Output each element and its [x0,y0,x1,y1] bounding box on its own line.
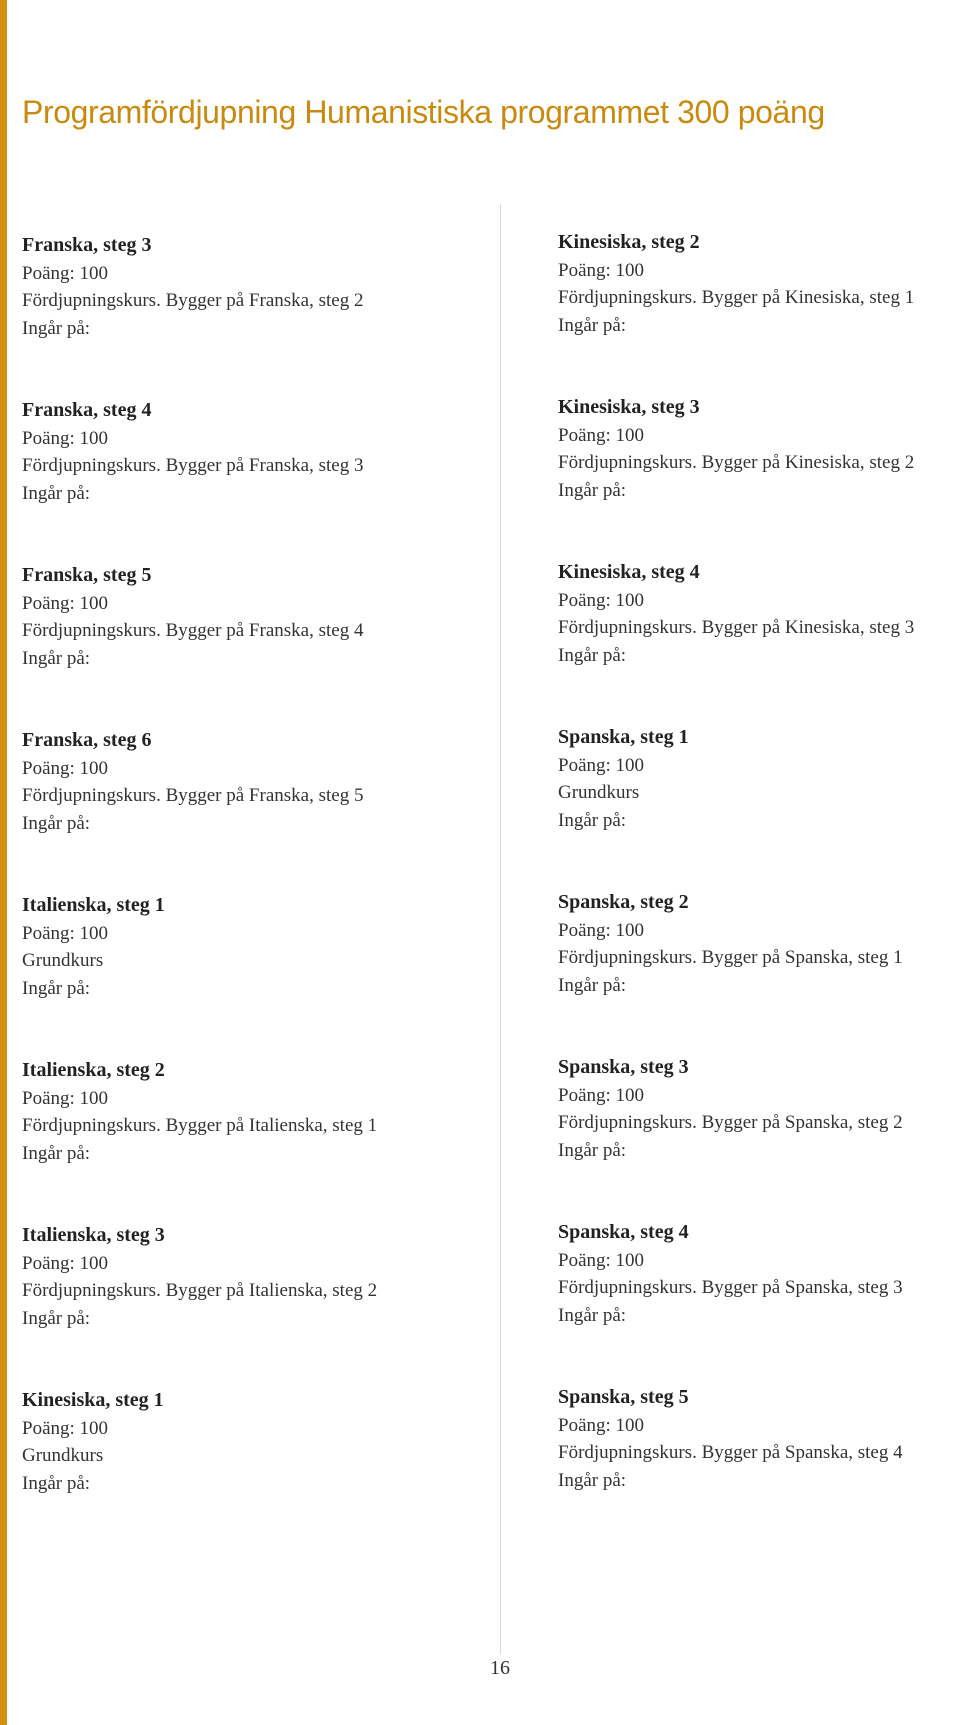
course-entry [22,727,492,892]
course-name: Franska, steg 6 [22,729,152,751]
course-entry [558,1384,958,1549]
page-title: Programfördjupning Humanistiska programmet 300 poäng [22,94,825,130]
course-description: Fördjupningskurs. Bygger på Franska, steg 4 [22,620,364,641]
course-entry [558,724,958,889]
course-included-in: Ingår på: [22,977,91,999]
course-included-in: Ingår på: [558,479,627,501]
course-description: Fördjupningskurs. Bygger på Franska, steg 3 [22,455,364,476]
course-entry [558,394,958,559]
course-name: Franska, steg 3 [22,234,152,256]
course-included-in: Ingår på: [22,1142,91,1164]
course-points: Poäng: 100 [22,592,109,614]
course-description: Grundkurs [22,950,104,971]
course-points: Poäng: 100 [22,757,109,779]
course-entry [22,232,492,397]
course-entry [22,1387,492,1552]
course-points: Poäng: 100 [558,589,645,611]
page-number: 16 [490,1657,510,1679]
course-points: Poäng: 100 [558,259,645,281]
course-points: Poäng: 100 [558,754,645,776]
course-points: Poäng: 100 [558,424,645,446]
course-entry [558,889,958,1054]
course-description: Fördjupningskurs. Bygger på Franska, steg 5 [22,785,364,806]
course-points: Poäng: 100 [22,922,109,944]
course-entry [22,892,492,1057]
course-name: Franska, steg 5 [22,564,152,586]
course-entry [22,397,492,562]
course-name: Kinesiska, steg 3 [558,396,700,418]
course-description: Fördjupningskurs. Bygger på Spanska, steg 2 [558,1112,903,1133]
course-included-in: Ingår på: [558,314,627,336]
course-description: Fördjupningskurs. Bygger på Spanska, steg 1 [558,947,903,968]
course-name: Spanska, steg 3 [558,1056,689,1078]
course-entry [558,229,958,394]
course-entry [22,1222,492,1387]
course-name: Spanska, steg 2 [558,891,689,913]
course-included-in: Ingår på: [558,1469,627,1491]
course-included-in: Ingår på: [22,812,91,834]
column-divider [500,204,501,1654]
course-entry [22,562,492,727]
course-included-in: Ingår på: [558,644,627,666]
course-description: Fördjupningskurs. Bygger på Kinesiska, steg 3 [558,617,915,638]
course-included-in: Ingår på: [558,1304,627,1326]
course-description: Fördjupningskurs. Bygger på Spanska, steg 4 [558,1442,903,1463]
course-included-in: Ingår på: [22,482,91,504]
course-description: Fördjupningskurs. Bygger på Kinesiska, steg 1 [558,287,915,308]
course-included-in: Ingår på: [22,317,91,339]
course-entry [558,1054,958,1219]
course-points: Poäng: 100 [22,1417,109,1439]
course-included-in: Ingår på: [22,647,91,669]
course-entry [558,559,958,724]
course-name: Italienska, steg 2 [22,1059,165,1081]
course-points: Poäng: 100 [558,1084,645,1106]
course-points: Poäng: 100 [558,919,645,941]
course-points: Poäng: 100 [558,1414,645,1436]
course-name: Franska, steg 4 [22,399,152,421]
course-points: Poäng: 100 [558,1249,645,1271]
left-course-column [22,232,492,1552]
course-included-in: Ingår på: [558,1139,627,1161]
course-description: Fördjupningskurs. Bygger på Spanska, steg 3 [558,1277,903,1298]
course-description: Fördjupningskurs. Bygger på Franska, steg 2 [22,290,364,311]
accent-bar [0,0,7,1725]
course-name: Kinesiska, steg 4 [558,561,700,583]
course-name: Italienska, steg 1 [22,894,165,916]
course-description: Grundkurs [22,1445,104,1466]
course-name: Spanska, steg 1 [558,726,689,748]
course-description: Fördjupningskurs. Bygger på Kinesiska, steg 2 [558,452,915,473]
course-included-in: Ingår på: [22,1472,91,1494]
course-points: Poäng: 100 [22,427,109,449]
course-description: Grundkurs [558,782,640,803]
course-included-in: Ingår på: [558,809,627,831]
course-included-in: Ingår på: [558,974,627,996]
course-points: Poäng: 100 [22,1087,109,1109]
course-entry [558,1219,958,1384]
course-name: Spanska, steg 5 [558,1386,689,1408]
course-name: Kinesiska, steg 2 [558,231,700,253]
course-description: Fördjupningskurs. Bygger på Italienska, steg 1 [22,1115,378,1136]
course-description: Fördjupningskurs. Bygger på Italienska, steg 2 [22,1280,378,1301]
right-course-column [558,229,958,1549]
course-included-in: Ingår på: [22,1307,91,1329]
course-points: Poäng: 100 [22,1252,109,1274]
course-entry [22,1057,492,1222]
course-name: Italienska, steg 3 [22,1224,165,1246]
course-points: Poäng: 100 [22,262,109,284]
course-name: Kinesiska, steg 1 [22,1389,164,1411]
course-name: Spanska, steg 4 [558,1221,689,1243]
